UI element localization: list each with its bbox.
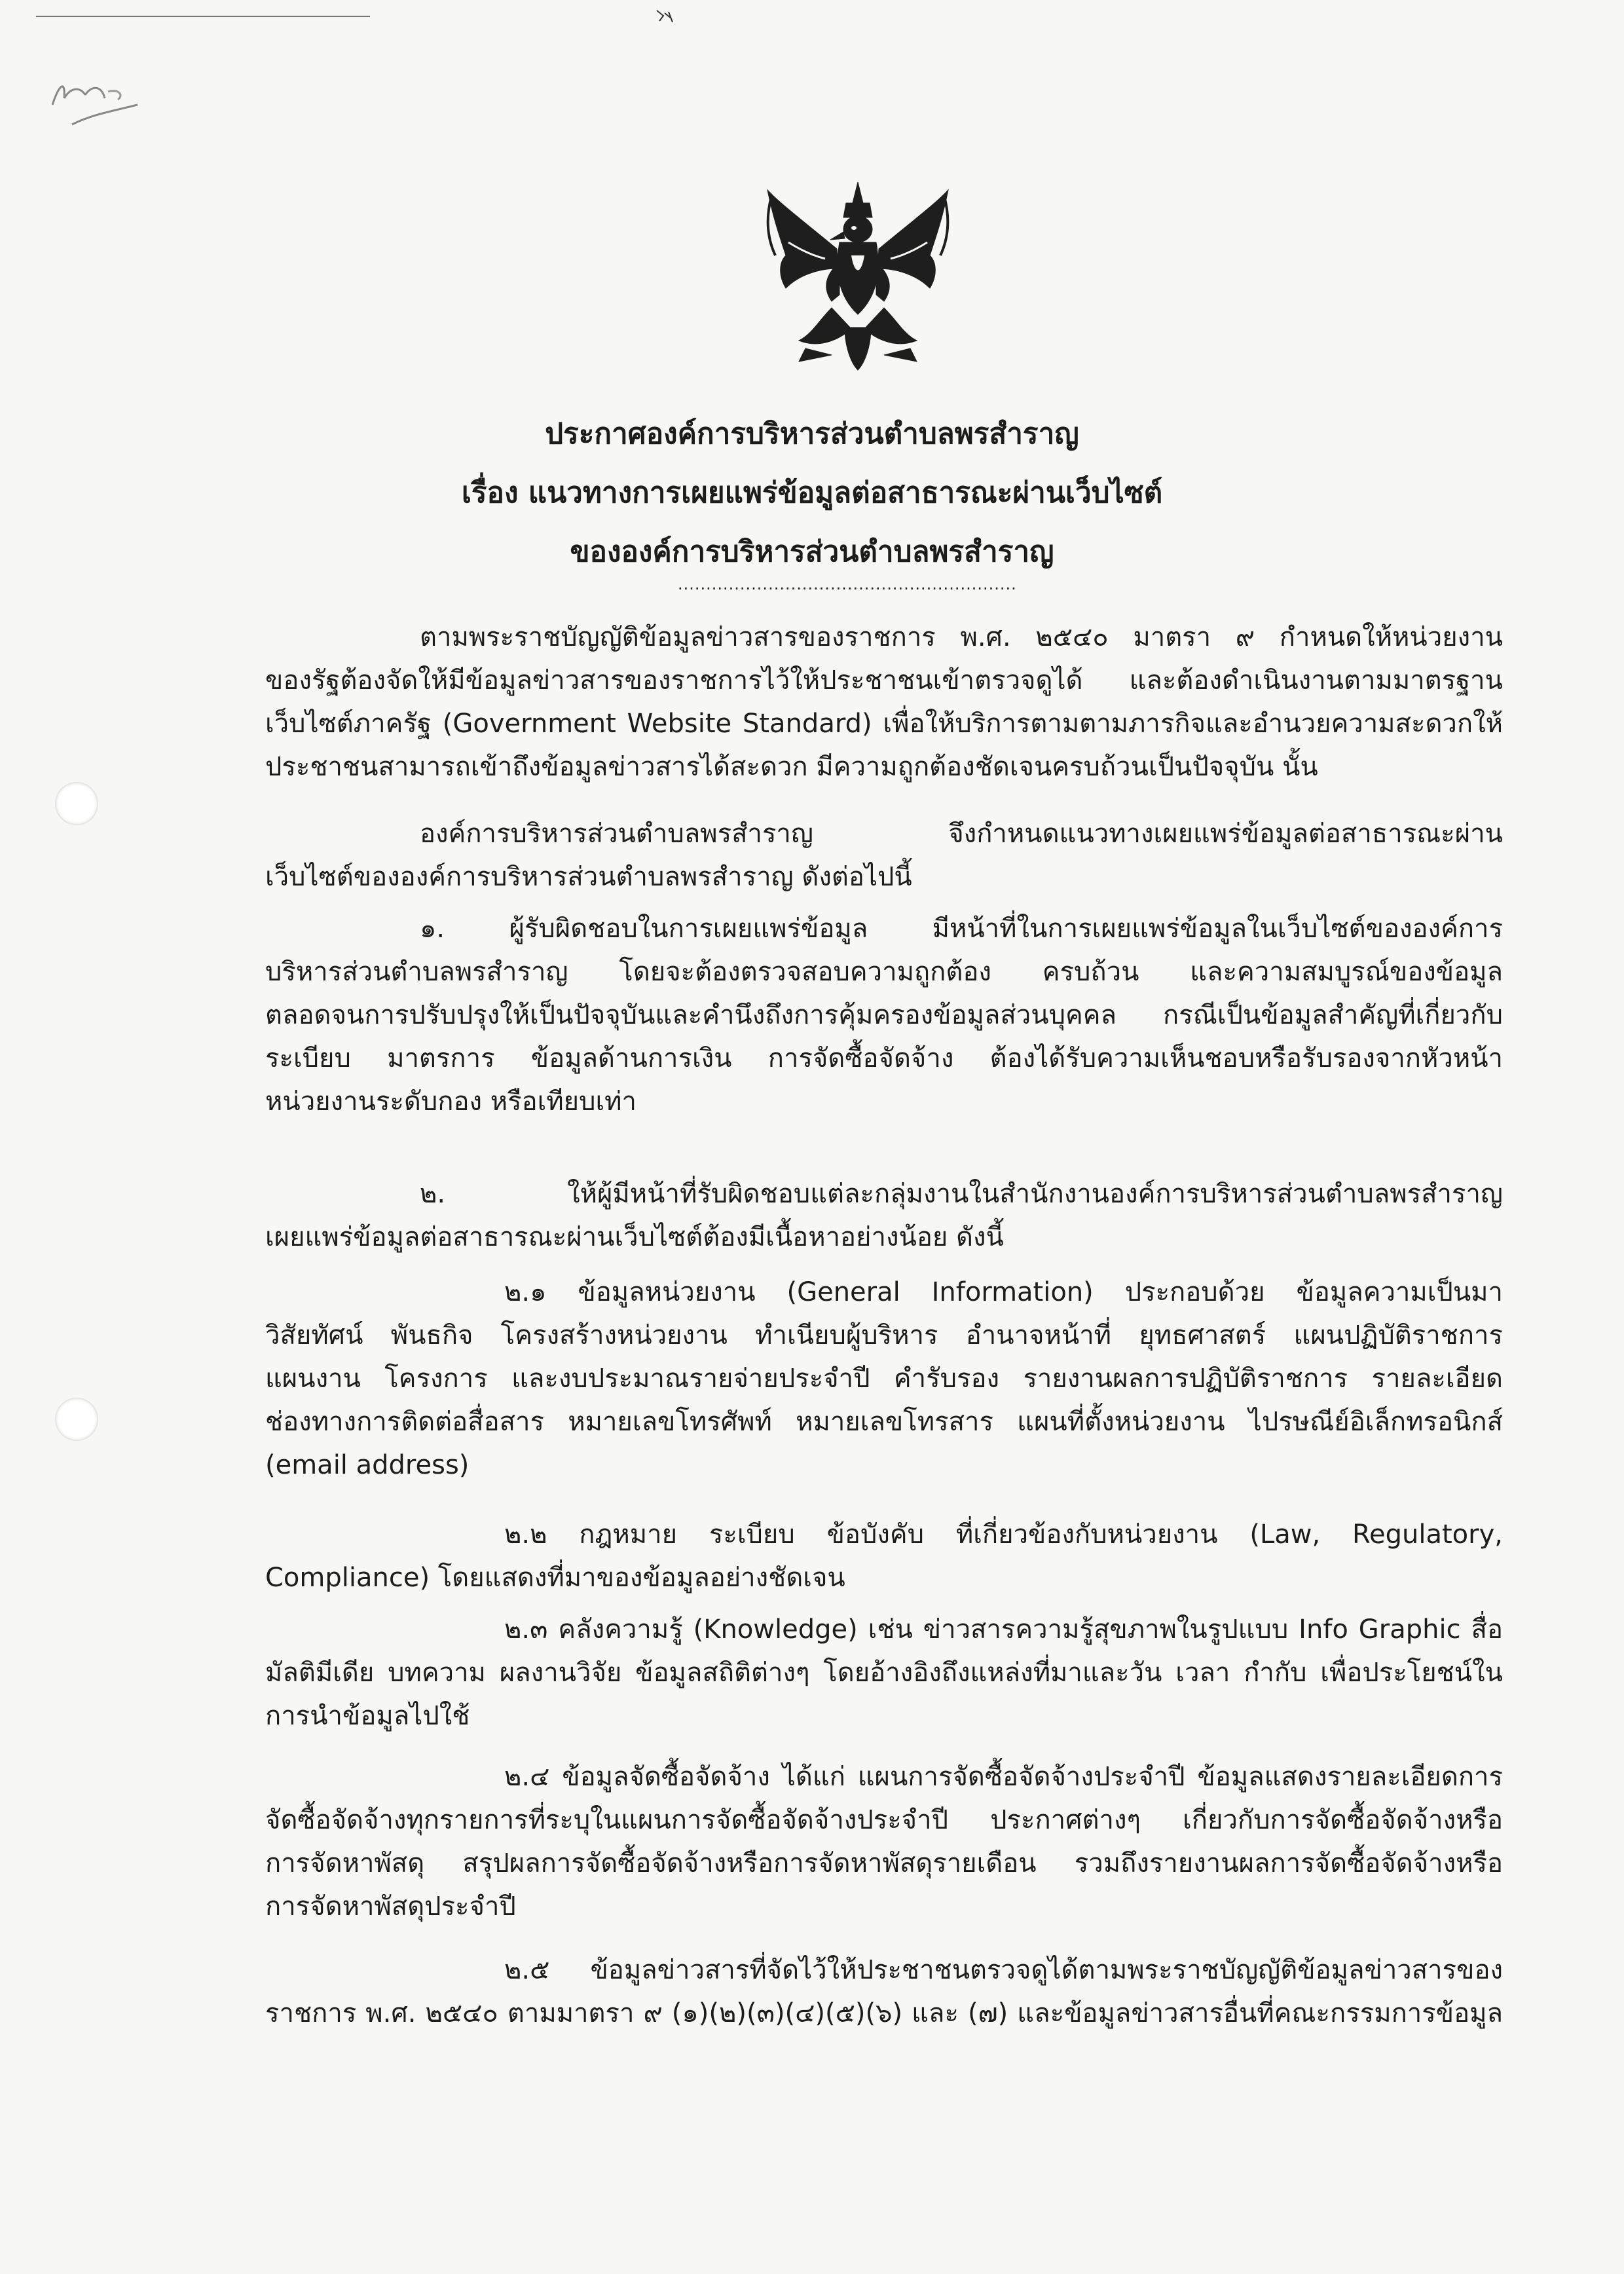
text-line: ตามพระราชบัญญัติข้อมูลข่าวสารของราชการ พ.ศ. ๒๕๔๐ มาตรา ๙ กำหนดให้หน่วยงาน xyxy=(420,622,1503,652)
text-line: ของรัฐต้องจัดให้มีข้อมูลข่าวสารของราชการไว้ให้ประชาชนเข้าตรวจดูได้ และต้องดำเนินงานตามมาตรฐาน xyxy=(265,665,1503,696)
text-line: ๒.๔ ข้อมูลจัดซื้อจัดจ้าง ได้แก่ แผนการจัดซื้อจัดจ้างประจำปี ข้อมูลแสดงรายละเอียดการ xyxy=(504,1762,1503,1792)
punch-hole xyxy=(55,782,98,825)
text-line: หน่วยงานระดับกอง หรือเทียบเท่า xyxy=(265,1087,637,1117)
paragraph-item-2-3 xyxy=(265,1608,1503,1738)
text-line: Compliance) โดยแสดงที่มาของข้อมูลอย่างชัดเจน xyxy=(265,1563,845,1593)
garuda-emblem-icon xyxy=(760,177,956,373)
text-line: แผนงาน โครงการ และงบประมาณรายจ่ายประจำปี คำรับรอง รายงานผลการปฏิบัติราชการ รายละเอียด xyxy=(265,1364,1503,1394)
text-line: ๒.๓ คลังความรู้ (Knowledge) เช่น ข่าวสารความรู้สุขภาพในรูปแบบ Info Graphic สื่อ xyxy=(504,1614,1503,1645)
paragraph-item-2-1 xyxy=(265,1271,1503,1487)
text-line: ๑. ผู้รับผิดชอบในการเผยแพร่ข้อมูล มีหน้าที่ในการเผยแพร่ข้อมูลในเว็บไซต์ขององค์การ xyxy=(420,914,1503,944)
paragraph-item-2-2 xyxy=(265,1513,1503,1599)
separator-dots: ............................................................ xyxy=(678,575,1017,593)
text-line: วิสัยทัศน์ พันธกิจ โครงสร้างหน่วยงาน ทำเนียบผู้บริหาร อำนาจหน้าที่ ยุทธศาสตร์ แผนปฏิบัติราชการ xyxy=(265,1320,1503,1351)
subject-line: เรื่อง แนวทางการเผยแพร่ข้อมูลต่อสาธารณะผ่านเว็บไซต์ xyxy=(461,476,1163,510)
text-line: เผยแพร่ข้อมูลต่อสาธารณะผ่านเว็บไซต์ต้องมีเนื้อหาอย่างน้อย ดังนี้ xyxy=(265,1222,1004,1252)
handwritten-mark-icon xyxy=(46,59,151,138)
text-line: การจัดหาพัสดุ สรุปผลการจัดซื้อจัดจ้างหรือการจัดหาพัสดุรายเดือน รวมถึงรายงานผลการจัดซื้อจัดจ้างหรือ xyxy=(265,1848,1503,1878)
top-edge-line xyxy=(36,16,370,17)
paragraph-item-1 xyxy=(265,907,1503,1123)
paper-speck-icon xyxy=(652,7,678,26)
punch-hole xyxy=(55,1398,98,1441)
text-line: ช่องทางการติดต่อสื่อสาร หมายเลขโทรศัพท์ หมายเลขโทรสาร แผนที่ตั้งหน่วยงาน ไปรษณีย์อิเล็กทรอนิกส์ xyxy=(265,1407,1503,1437)
text-line: บริหารส่วนตำบลพรสำราญ โดยจะต้องตรวจสอบความถูกต้อง ครบถ้วน และความสมบูรณ์ของข้อมูล xyxy=(265,957,1503,987)
paragraph-item-2-5 xyxy=(265,1948,1503,2035)
paragraph-item-2 xyxy=(265,1172,1503,1259)
text-line: ประชาชนสามารถเข้าถึงข้อมูลข่าวสารได้สะดวก มีความถูกต้องชัดเจนครบถ้วนเป็นปัจจุบัน นั้น xyxy=(265,752,1318,782)
text-line: องค์การบริหารส่วนตำบลพรสำราญ จึงกำหนดแนวทางเผยแพร่ข้อมูลต่อสาธารณะผ่าน xyxy=(420,819,1503,849)
text-line: การจัดหาพัสดุประจำปี xyxy=(265,1892,516,1922)
announcement-title xyxy=(0,405,1624,582)
text-line: ๒.๒ กฎหมาย ระเบียบ ข้อบังคับ ที่เกี่ยวข้องกับหน่วยงาน (Law, Regulatory, xyxy=(504,1519,1503,1550)
text-line: เว็บไซต์ขององค์การบริหารส่วนตำบลพรสำราญ ดังต่อไปนี้ xyxy=(265,862,912,892)
paragraph-item-2-4 xyxy=(265,1755,1503,1928)
title-line: ขององค์การบริหารส่วนตำบลพรสำราญ xyxy=(570,535,1054,568)
paragraph-declaration xyxy=(265,812,1503,899)
text-line: การนำข้อมูลไปใช้ xyxy=(265,1701,470,1731)
text-line: มัลติมีเดีย บทความ ผลงานวิจัย ข้อมูลสถิติต่างๆ โดยอ้างอิงถึงแหล่งที่มาและวัน เวลา กำกับ เพื่อประโยชน์ใน xyxy=(265,1658,1503,1688)
text-line: ราชการ พ.ศ. ๒๕๔๐ ตามมาตรา ๙ (๑)(๒)(๓)(๔)(๕)(๖) และ (๗) และข้อมูลข่าวสารอื่นที่คณะกรรมการข้อมูล xyxy=(265,1998,1503,2028)
paragraph-preamble xyxy=(265,616,1503,789)
text-line: ตลอดจนการปรับปรุงให้เป็นปัจจุบันและคำนึงถึงการคุ้มครองข้อมูลส่วนบุคคล กรณีเป็นข้อมูลสำคัญที่เกี่ยวกับ xyxy=(265,1000,1503,1030)
text-line: ๒. ให้ผู้มีหน้าที่รับผิดชอบแต่ละกลุ่มงานในสำนักงานองค์การบริหารส่วนตำบลพรสำราญ xyxy=(420,1179,1503,1209)
text-line: ๒.๑ ข้อมูลหน่วยงาน (General Information) ประกอบด้วย ข้อมูลความเป็นมา xyxy=(504,1277,1503,1307)
text-line: ระเบียบ มาตรการ ข้อมูลด้านการเงิน การจัดซื้อจัดจ้าง ต้องได้รับความเห็นชอบหรือรับรองจากหัวหน้า xyxy=(265,1043,1503,1073)
title-line: ประกาศองค์การบริหารส่วนตำบลพรสำราญ xyxy=(545,417,1079,451)
text-line: ๒.๕ ข้อมูลข่าวสารที่จัดไว้ให้ประชาชนตรวจดูได้ตามพระราชบัญญัติข้อมูลข่าวสารของ xyxy=(504,1955,1503,1985)
text-line: (email address) xyxy=(265,1450,470,1480)
text-line: เว็บไซต์ภาครัฐ (Government Website Standard) เพื่อให้บริการตามตามภารกิจและอำนวยความสะดวกให้ xyxy=(265,709,1503,739)
text-line: จัดซื้อจัดจ้างทุกรายการที่ระบุในแผนการจัดซื้อจัดจ้างประจำปี ประกาศต่างๆ เกี่ยวกับการจัดซื้อจัดจ้างหรือ xyxy=(265,1805,1503,1835)
